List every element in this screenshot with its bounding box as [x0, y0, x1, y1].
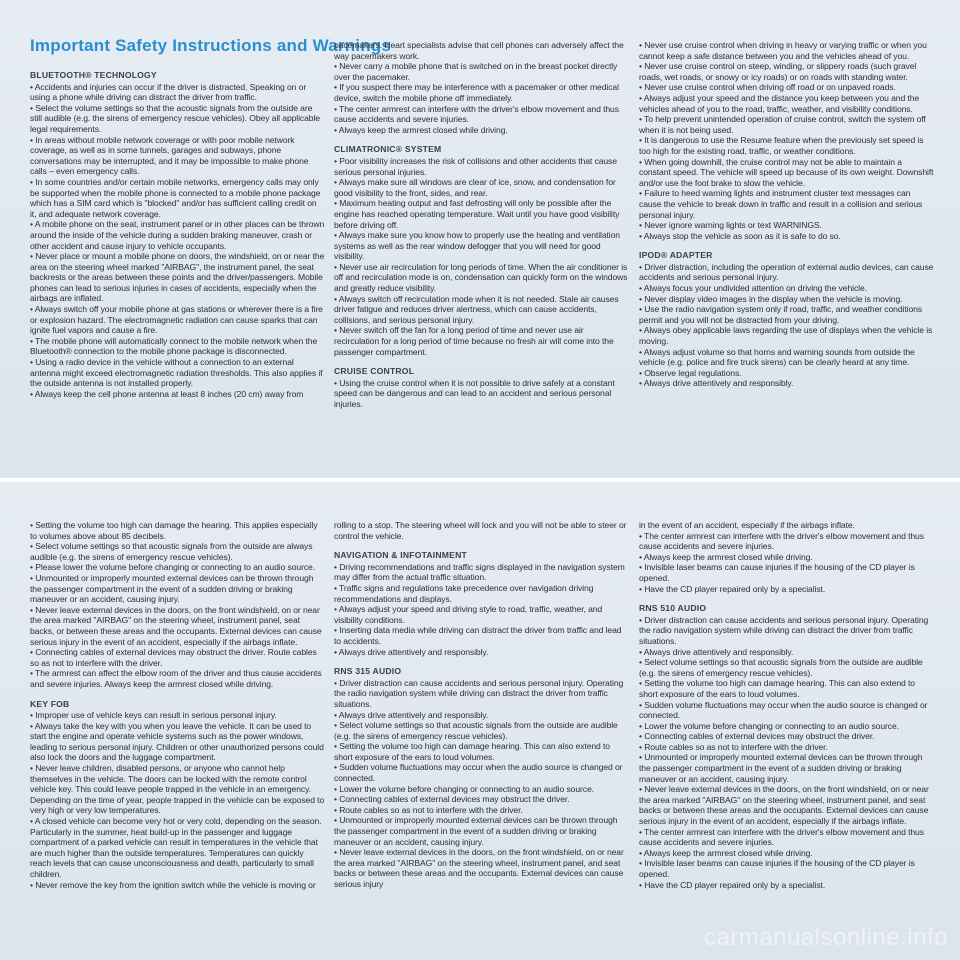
- bullet-paragraph: • If you suspect there may be interference with a pacemaker or other medical device, switch the mobile phone off immediately.: [334, 82, 619, 103]
- bullet-paragraph: • Invisible laser beams can cause injuries if the housing of the CD player is opened.: [639, 858, 915, 879]
- column-1: [30, 520, 325, 890]
- bullet-paragraph: • Traffic signs and regulations take precedence over navigation driving recommendations and displays.: [334, 582, 594, 604]
- section-heading: KEY FOB: [30, 698, 70, 709]
- bullet-paragraph: • Please lower the volume before changing or connecting to an audio source.: [30, 562, 316, 573]
- bullet-paragraph: • Inserting data media while driving can distract the driver from traffic and lead to accidents.: [334, 625, 622, 646]
- bullet-paragraph: • Route cables so as not to interfere with the driver.: [334, 804, 523, 815]
- bullet-paragraph: • Select the volume settings so that the acoustic signals from the outside are still audible (e.g. the sirens of emergency rescue vehicles). Obey all applicable legal requirements.: [30, 102, 320, 134]
- bullet-paragraph: • The center armrest can interfere with the driver's elbow movement and thus cause accidents and severe injuries.: [639, 530, 924, 552]
- bullet-paragraph: • Select volume settings so that acoustic signals from the outside are audible (e.g. the sirens of emergency rescue vehicles).: [334, 720, 618, 741]
- bullet-paragraph: • Always adjust your speed and the distance you keep between you and the vehicles ahead of you to the road, traffic, weather, and visibility conditions.: [639, 92, 920, 114]
- bullet-paragraph: • Unmounted or improperly mounted external devices can be thrown through the passenger compartment in the event of a sudden driving or braking maneuver or an accident, causing injury.: [334, 815, 618, 847]
- bullet-paragraph: • Failure to heed warning lights and instrument cluster text messages can cause the vehicle to break down in traffic and result in a collision and serious personal injury.: [639, 188, 923, 220]
- page-bottom: [0, 482, 960, 960]
- column-2: [334, 40, 629, 410]
- bullet-paragraph: • Using a radio device in the vehicle without a connection to an external antenna might exceed electromagnetic radiation thresholds. This also applies if the outside antenna is not installed properly.: [30, 357, 323, 389]
- bullet-paragraph: • Unmounted or improperly mounted external devices can be thrown through the passenger compartment in the event of a sudden driving or braking maneuver or an accident, causing injury.: [639, 752, 923, 784]
- bullet-paragraph: • Unmounted or improperly mounted external devices can be thrown through the passenger compartment in the event of a sudden driving or braking maneuver or an accident, causing injury.: [30, 572, 314, 605]
- bullet-paragraph: • Observe legal regulations.: [639, 367, 742, 378]
- bullet-paragraph: • Never leave children, disabled persons, or anyone who cannot help themselves in the vehicle. The doors can be locked with the remote control vehicle key. This could leave people trapped in the vehicle in an emergency. Depending on the time of year, people trapped in the vehicle can be exposed to very high or very low temperatures.: [30, 763, 325, 816]
- bullet-paragraph: • Driver distraction can cause accidents and serious personal injury. Operating the radio navigation system while driving can distract the driver from traffic situations.: [639, 614, 929, 646]
- bullet-paragraph: in the event of an accident, especially if the airbags inflate.: [639, 520, 855, 530]
- bullet-paragraph: • Always keep the armrest closed while driving.: [639, 847, 813, 858]
- bullet-paragraph: • Never switch off the fan for a long period of time and never use air recirculation for a long period of time because no fresh air will come into the passenger compartment.: [334, 325, 614, 357]
- bullet-paragraph: • Sudden volume fluctuations may occur when the audio source is changed or connected.: [334, 762, 623, 784]
- bullet-paragraph: • Maximum heating output and fast defrosting will only be possible after the engine has reached operating temperature. Wait until you have good visibility before driving off.: [334, 198, 620, 230]
- watermark: carmanualsonline.info: [704, 924, 948, 951]
- bullet-paragraph: • Connecting cables of external devices may obstruct the driver.: [639, 731, 875, 742]
- bullet-paragraph: • Always drive attentively and responsibly.: [334, 646, 489, 657]
- column-1: [30, 70, 325, 399]
- bullet-paragraph: • Invisible laser beams can cause injuries if the housing of the CD player is opened.: [639, 562, 915, 583]
- section-heading: RNS 315 AUDIO: [334, 666, 402, 677]
- section-heading: IPOD® ADAPTER: [639, 250, 713, 261]
- bullet-paragraph: • Always make sure all windows are clear of ice, snow, and condensation for good visibility to the front, sides, and rear.: [334, 177, 616, 198]
- bullet-paragraph: • Never use cruise control when driving in heavy or varying traffic or when you cannot keep a safe distance between you and the vehicles ahead of you.: [639, 40, 927, 61]
- column-3: [639, 40, 934, 389]
- bullet-paragraph: • Have the CD player repaired only by a specialist.: [639, 879, 826, 890]
- page-title: Important Safety Instructions and Warnings: [30, 36, 392, 55]
- section-heading: NAVIGATION & INFOTAINMENT: [334, 550, 467, 561]
- bullet-paragraph: • The center armrest can interfere with the driver's elbow movement and thus cause accidents and severe injuries.: [639, 826, 924, 848]
- bullet-paragraph: • Connecting cables of external devices may obstruct the driver.: [334, 794, 570, 805]
- bullet-paragraph: • Driving recommendations and traffic signs displayed in the navigation system may differ from the actual traffic situation.: [334, 561, 625, 583]
- bullet-paragraph: • Setting the volume too high can damage hearing. This can also extend to short exposure of the ears to loud volumes.: [334, 741, 610, 762]
- bullet-paragraph: • Never leave external devices in the doors, on the front windshield, on or near the area marked "AIRBAG" on the steering wheel, instrument panel, seat backs, or between these areas and the occupants. External devices can cause serious injury in the event of an accident, especially if the airbags inflate.: [30, 604, 322, 647]
- bullet-paragraph: • Never ignore warning lights or text WARNINGS.: [639, 220, 822, 231]
- bullet-paragraph: • Driver distraction, including the operation of external audio devices, can cause accidents and serious personal injury.: [639, 261, 934, 283]
- section-heading: CRUISE CONTROL: [334, 366, 415, 377]
- bullet-paragraph: • Always switch off recirculation mode when it is not needed. Stale air causes driver fatigue and reduces driver alertness, which can cause accidents, collisions, and serious personal injury.: [334, 293, 619, 325]
- bullet-paragraph: • The armrest can affect the elbow room of the driver and thus cause accidents and severe injuries. Always keep the armrest closed while driving.: [30, 668, 322, 689]
- bullet-paragraph: pacemakers. Heart specialists advise that cell phones can adversely affect the way pacemakers work.: [334, 40, 624, 61]
- bullet-paragraph: • Always obey applicable laws regarding the use of displays when the vehicle is moving.: [639, 325, 933, 347]
- bullet-paragraph: • Never use cruise control when driving off road or on unpaved roads.: [639, 82, 896, 93]
- bullet-paragraph: • Always stop the vehicle as soon as it is safe to do so.: [639, 230, 841, 241]
- bullet-paragraph: • Setting the volume too high can damage hearing. This can also extend to short exposure of the ears to loud volumes.: [639, 678, 915, 699]
- section-heading: RNS 510 AUDIO: [639, 603, 707, 614]
- bullet-paragraph: • Always adjust your speed and driving style to road, traffic, weather, and visibility conditions.: [334, 604, 603, 625]
- bullet-paragraph: • Lower the volume before changing or connecting to an audio source.: [639, 720, 899, 731]
- bullet-paragraph: • Never leave external devices in the doors, on the front windshield, on or near the area marked "AIRBAG" on the steering wheel, instrument panel, and seat backs or between these areas and the occupants. External devices can cause serious injury: [334, 847, 624, 889]
- page-top: [0, 0, 960, 478]
- bullet-paragraph: • Never place or mount a mobile phone on doors, the windshield, on or near the area on the steering wheel marked "AIRBAG", the instrument panel, the seat backrests or the areas between these points and the driver/passengers. Mobile phones can lead to serious injuries in cases of accidents, especially when the airbags are inflated.: [30, 251, 325, 304]
- bullet-paragraph: • Always take the key with you when you leave the vehicle. It can be used to start the engine and operate vehicle systems such as the power windows, leading to serious personal injury. Children or other unauthorized persons could also lock the doors and the luggage compartment.: [30, 720, 324, 763]
- bullet-paragraph: • Never use air recirculation for long periods of time. When the air conditioner is off and recirculation mode is on, condensation can quickly form on the windows and greatly reduce visibility.: [334, 261, 628, 294]
- bullet-paragraph: • The mobile phone will automatically connect to the mobile network when the Bluetooth® connection to the mobile phone package is disconnected.: [30, 335, 318, 357]
- bullet-paragraph: • The center armrest can interfere with the driver's elbow movement and thus cause accidents and severe injuries.: [334, 103, 619, 125]
- bullet-paragraph: • It is dangerous to use the Resume feature when the previously set speed is too high for the existing road, traffic, or weather conditions.: [639, 135, 924, 156]
- bullet-paragraph: • Driver distraction can cause accidents and serious personal injury. Operating the radio navigation system while driving can distract the driver from traffic situations.: [334, 677, 624, 709]
- bullet-paragraph: • Select volume settings so that acoustic signals from the outside are always audible (e.g. the sirens of emergency rescue vehicles).: [30, 541, 313, 562]
- bullet-paragraph: • Never remove the key from the ignition switch while the vehicle is moving or: [30, 879, 316, 890]
- bullet-paragraph: • Always drive attentively and responsibly.: [639, 378, 794, 389]
- bullet-paragraph: • Connecting cables of external devices may obstruct the driver. Route cables so as not to interfere with the driver.: [30, 647, 317, 668]
- column-3: [639, 520, 934, 890]
- bullet-paragraph: • Poor visibility increases the risk of collisions and other accidents that cause serious personal injuries.: [334, 155, 617, 177]
- bullet-paragraph: • Always make sure you know how to properly use the heating and ventilation systems as well as the rear window defogger that you will need for good visibility.: [334, 230, 620, 262]
- bullet-paragraph: • Never carry a mobile phone that is switched on in the breast pocket directly over the pacemaker.: [334, 61, 618, 82]
- bullet-paragraph: • Lower the volume before changing or connecting to an audio source.: [334, 783, 594, 794]
- bullet-paragraph: • Select volume settings so that acoustic signals from the outside are audible (e.g. the sirens of emergency rescue vehicles).: [639, 657, 923, 678]
- bullet-paragraph: • Never leave external devices in the doors, on the front windshield, on or near the area marked "AIRBAG" on the steering wheel, instrument panel, and seat backs or between these areas and the occupants. External devices can cause serious injury in the event of an accident, especially if the airbags inflate.: [639, 784, 929, 827]
- bullet-paragraph: • Never use cruise control on steep, winding, or slippery roads (such gravel roads, wet roads, or snowy or icy roads) or on roads with standing water.: [639, 61, 917, 82]
- bullet-paragraph: • Always keep the cell phone antenna at least 8 inches (20 cm) away from: [30, 388, 304, 399]
- bullet-paragraph: • Route cables so as not to interfere with the driver.: [639, 741, 828, 752]
- bullet-paragraph: • Have the CD player repaired only by a specialist.: [639, 583, 826, 594]
- bullet-paragraph: • Always adjust volume so that horns and warning sounds from outside the vehicle (e.g. police and fire truck sirens) can be clearly heard at any time.: [639, 346, 915, 368]
- bullet-paragraph: • Using the cruise control when it is not possible to drive safely at a constant speed can be dangerous and can lead to an accident and serious personal injuries.: [334, 377, 615, 409]
- bullet-paragraph: • Always focus your undivided attention on driving the vehicle.: [639, 283, 867, 294]
- bullet-paragraph: • Always switch off your mobile phone at gas stations or wherever there is a fire or explosion hazard. The electromagnetic radiation can cause sparks that can ignite fuel vapors and cause a fire.: [30, 304, 323, 336]
- section-heading: CLIMATRONIC® SYSTEM: [334, 144, 442, 155]
- bullet-paragraph: • Accidents and injuries can occur if the driver is distracted. Speaking on or using a phone while driving can distract the driver from traffic.: [30, 81, 307, 103]
- bullet-paragraph: • In areas without mobile network coverage or with poor mobile network coverage, as well as in some tunnels, garages and subways, phone conversations may be interrupted, and it may be impossible to make phone calls – even emergency calls.: [30, 134, 309, 177]
- column-2: [334, 520, 629, 890]
- bullet-paragraph: • Setting the volume too high can damage the hearing. This applies especially to volumes above about 85 decibels.: [30, 520, 318, 541]
- bullet-paragraph: • Improper use of vehicle keys can result in serious personal injury.: [30, 710, 277, 721]
- bullet-paragraph: • A closed vehicle can become very hot or very cold, depending on the season. Particularly in the summer, heat build-up in the passenger and luggage compartment of a parked vehicle can result in temperatures in the vehicle that are much higher than the outside temperatures. Temperatures can quickly reach levels that can cause unconsciousness and death, particularly to small children.: [30, 816, 322, 879]
- bullet-paragraph: • When going downhill, the cruise control may not be able to maintain a constant speed. The vehicle will speed up because of its own weight. Downshift and/or use the foot brake to slow the vehicle.: [639, 156, 934, 188]
- bullet-paragraph: • Use the radio navigation system only if road, traffic, and weather conditions permit and you will not be distracted from your driving.: [639, 304, 922, 325]
- bullet-paragraph: • Always drive attentively and responsibly.: [334, 709, 489, 720]
- bullet-paragraph: • To help prevent unintended operation of cruise control, switch the system off when it is not being used.: [639, 114, 926, 135]
- section-heading: BLUETOOTH® TECHNOLOGY: [30, 70, 157, 80]
- bullet-paragraph: • Always keep the armrest closed while driving.: [639, 551, 813, 562]
- bullet-paragraph: • Always keep the armrest closed while driving.: [334, 124, 508, 135]
- bullet-paragraph: rolling to a stop. The steering wheel will lock and you will not be able to steer or control the vehicle.: [334, 520, 627, 541]
- bullet-paragraph: • Never display video images in the display when the vehicle is moving.: [639, 293, 903, 304]
- bullet-paragraph: • Sudden volume fluctuations may occur when the audio source is changed or connected.: [639, 699, 928, 721]
- bullet-paragraph: • Always drive attentively and responsibly.: [639, 646, 794, 657]
- bullet-paragraph: • A mobile phone on the seat, instrument panel or in other places can be thrown around the inside of the vehicle during a sudden braking maneuver, crash or other accident and cause injury to vehicle occupants.: [30, 219, 325, 251]
- bullet-paragraph: • In some countries and/or certain mobile networks, emergency calls may only be supported when the mobile phone is connected to a mobile phone package which has a SIM card which is "blocked" and/or has sufficient calling credit on it, and adequate network coverage.: [30, 176, 321, 219]
